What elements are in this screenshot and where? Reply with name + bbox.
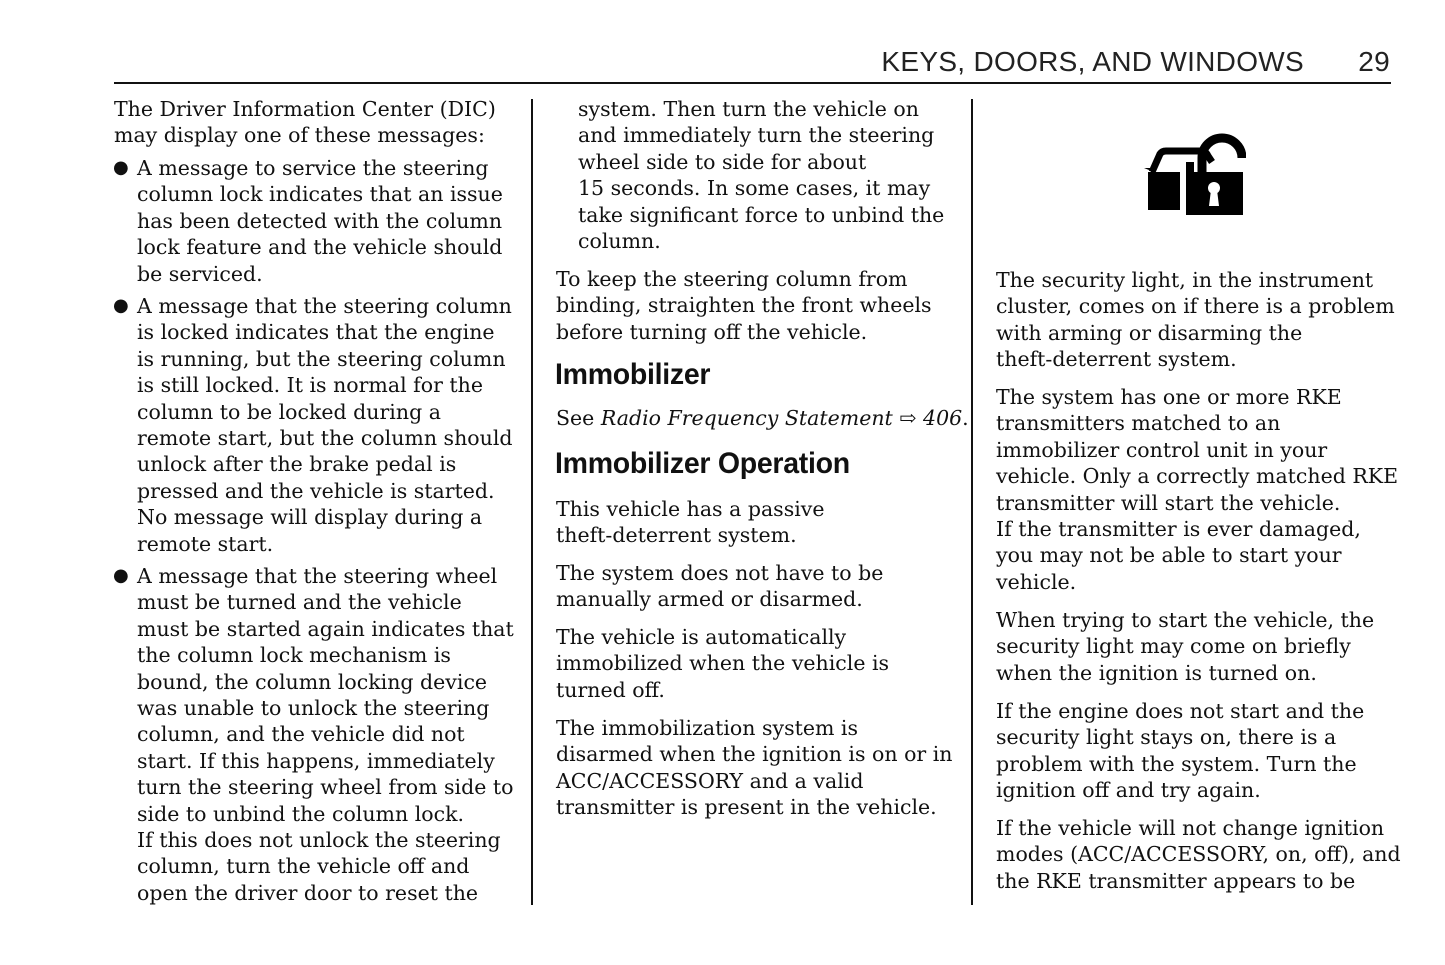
text-line: with arming or disarming the bbox=[996, 320, 1303, 345]
heading-immobilizer: Immobilizer bbox=[555, 358, 711, 391]
text-line: The system has one or more RKE bbox=[996, 385, 1342, 409]
text-line: wheel side to side for about bbox=[578, 149, 867, 174]
text-line: No message will display during a bbox=[137, 505, 483, 530]
paragraph bbox=[556, 624, 889, 703]
text-line: vehicle. Only a correctly matched RKE bbox=[996, 464, 1399, 489]
paragraph bbox=[114, 96, 496, 149]
bullet-icon: ● bbox=[113, 157, 129, 178]
text-line: disarmed when the ignition is on or in bbox=[556, 742, 953, 767]
text-line: ACC/ACCESSORY and a valid bbox=[556, 768, 864, 793]
text-line: immobilizer control unit in your bbox=[996, 437, 1328, 462]
text-line: manually armed or disarmed. bbox=[556, 587, 863, 612]
see-reference bbox=[556, 406, 969, 430]
text-line: If this does not unlock the steering bbox=[137, 828, 501, 853]
bullet-icon: ● bbox=[113, 565, 129, 586]
text-line: open the driver door to reset the bbox=[137, 880, 479, 905]
text-line: side to unbind the column lock. bbox=[137, 801, 465, 826]
text-line: If the transmitter is ever damaged, bbox=[996, 517, 1361, 542]
paragraph bbox=[556, 560, 883, 613]
text-line: binding, straighten the front wheels bbox=[556, 293, 932, 318]
text-line: remote start. bbox=[137, 531, 274, 556]
bullet-item bbox=[113, 155, 503, 287]
arrow-icon: ⇨ bbox=[899, 406, 917, 430]
text-line: system. Then turn the vehicle on bbox=[578, 97, 919, 121]
paragraph bbox=[996, 607, 1374, 686]
text-line: A message to service the steering bbox=[137, 156, 489, 180]
text-line: may display one of these messages: bbox=[114, 123, 485, 148]
text-line: The security light, in the instrument bbox=[996, 268, 1374, 292]
text-line: must be turned and the vehicle bbox=[137, 590, 462, 615]
text-line: take significant force to unbind the bbox=[578, 202, 945, 227]
see-suffix: . bbox=[962, 406, 969, 430]
paragraph bbox=[996, 698, 1364, 804]
text-line: you may not be able to start your bbox=[996, 543, 1342, 568]
text-line: be serviced. bbox=[137, 261, 263, 286]
text-line: transmitter is present in the vehicle. bbox=[556, 795, 937, 820]
reference-link[interactable]: Radio Frequency Statement bbox=[600, 406, 893, 430]
text-line: column lock indicates that an issue bbox=[137, 182, 503, 207]
bullet-item bbox=[113, 293, 513, 557]
paragraph bbox=[556, 715, 953, 821]
text-line: the column lock mechanism is bbox=[137, 643, 451, 668]
text-line: security light may come on briefly bbox=[996, 634, 1351, 659]
text-line: turned off. bbox=[556, 677, 665, 702]
text-line: ignition off and try again. bbox=[996, 778, 1261, 803]
text-line: is still locked. It is normal for the bbox=[137, 373, 483, 398]
paragraph bbox=[578, 96, 944, 254]
header-rule bbox=[114, 82, 1391, 84]
text-line: pressed and the vehicle is started. bbox=[137, 478, 495, 503]
reference-page[interactable]: 406 bbox=[923, 406, 963, 430]
text-line: The system does not have to be bbox=[556, 561, 884, 585]
text-line: security light stays on, there is a bbox=[996, 725, 1337, 750]
text-line: remote start, but the column should bbox=[137, 426, 513, 451]
paragraph bbox=[996, 267, 1395, 373]
paragraph bbox=[556, 496, 824, 549]
text-line: modes (ACC/ACCESSORY, on, off), and bbox=[996, 842, 1401, 867]
text-line: start. If this happens, immediately bbox=[137, 748, 495, 773]
text-line: before turning off the vehicle. bbox=[556, 319, 868, 344]
text-line: To keep the steering column from bbox=[556, 267, 908, 291]
text-line: column, and the vehicle did not bbox=[137, 722, 465, 747]
text-line: vehicle. bbox=[996, 569, 1077, 594]
heading-immobilizer-operation: Immobilizer Operation bbox=[555, 447, 850, 480]
bullet-icon: ● bbox=[113, 295, 129, 316]
see-prefix: See bbox=[556, 406, 601, 430]
paragraph bbox=[996, 384, 1398, 595]
text-line: and immediately turn the steering bbox=[578, 123, 935, 148]
security-light-icon bbox=[1140, 132, 1246, 218]
text-line: is running, but the steering column bbox=[137, 346, 506, 371]
paragraph bbox=[556, 266, 932, 345]
text-line: theft-deterrent system. bbox=[556, 523, 797, 548]
text-line: If the vehicle will not change ignition bbox=[996, 816, 1385, 840]
column-divider bbox=[531, 99, 533, 905]
text-line: A message that the steering column bbox=[137, 294, 512, 318]
text-line: is locked indicates that the engine bbox=[137, 320, 495, 345]
text-line: A message that the steering wheel bbox=[137, 564, 498, 588]
text-line: 15 seconds. In some cases, it may bbox=[578, 176, 931, 201]
bullet-item bbox=[113, 563, 514, 906]
text-line: transmitters matched to an bbox=[996, 411, 1281, 436]
text-line: This vehicle has a passive bbox=[556, 497, 825, 521]
text-line: transmitter will start the vehicle. bbox=[996, 490, 1341, 515]
paragraph bbox=[996, 815, 1401, 894]
text-line: bound, the column locking device bbox=[137, 669, 488, 694]
text-line: lock feature and the vehicle should bbox=[137, 235, 503, 260]
text-line: The Driver Information Center (DIC) bbox=[114, 97, 496, 121]
text-line: The immobilization system is bbox=[556, 716, 858, 740]
text-line: unlock after the brake pedal is bbox=[137, 452, 457, 477]
text-line: when the ignition is turned on. bbox=[996, 660, 1317, 685]
text-line: problem with the system. Turn the bbox=[996, 751, 1357, 776]
text-line: cluster, comes on if there is a problem bbox=[996, 294, 1395, 319]
text-line: If the engine does not start and the bbox=[996, 699, 1365, 723]
text-line: column, turn the vehicle off and bbox=[137, 854, 470, 879]
text-line: column to be locked during a bbox=[137, 399, 441, 424]
text-line: was unable to unlock the steering bbox=[137, 696, 490, 721]
text-line: turn the steering wheel from side to bbox=[137, 775, 514, 800]
text-line: must be started again indicates that bbox=[137, 616, 514, 641]
column-divider bbox=[971, 99, 973, 905]
text-line: has been detected with the column bbox=[137, 208, 503, 233]
text-line: column. bbox=[578, 229, 661, 254]
text-line: When trying to start the vehicle, the bbox=[996, 608, 1375, 632]
section-title: KEYS, DOORS, AND WINDOWS bbox=[881, 46, 1304, 77]
page-number: 29 bbox=[1358, 46, 1390, 77]
text-line: The vehicle is automatically bbox=[556, 625, 847, 649]
text-line: the RKE transmitter appears to be bbox=[996, 868, 1356, 893]
text-line: theft-deterrent system. bbox=[996, 347, 1237, 372]
text-line: immobilized when the vehicle is bbox=[556, 651, 890, 676]
